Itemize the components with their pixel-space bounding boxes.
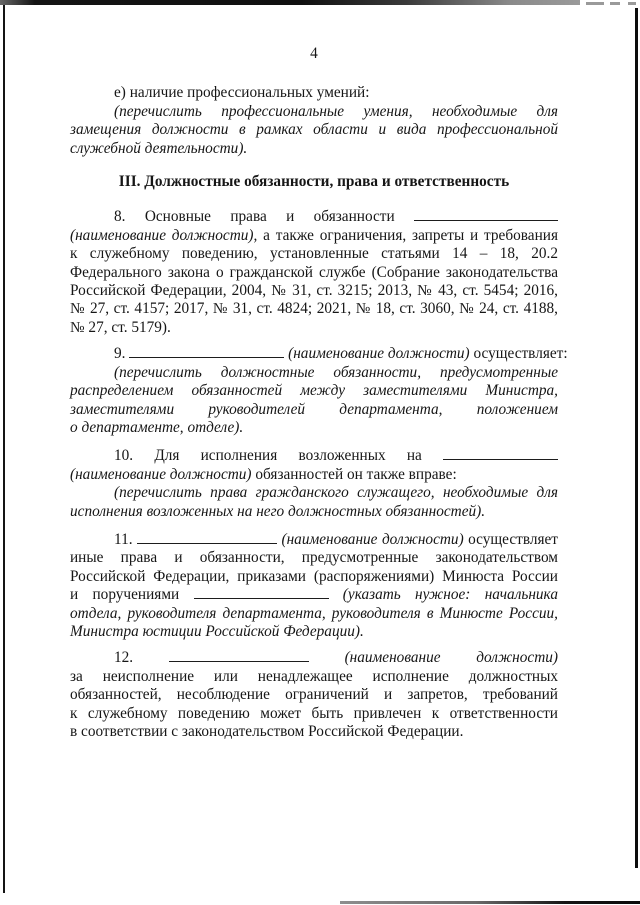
blank-underline-field <box>194 598 329 599</box>
text-line <box>70 227 558 245</box>
text-line <box>70 140 558 158</box>
text-run: отдела, руководителя департамента, руководителя в Минюсте России, <box>70 604 558 622</box>
text-line <box>70 173 558 191</box>
text-run: (перечислить должностные обязанности, предусмотренные <box>114 363 558 381</box>
text-run: за неисполнение или ненадлежащее исполнение должностных <box>70 667 558 685</box>
text-run: (наименование должности) <box>284 345 470 363</box>
text-run: (указать нужное: начальника <box>328 586 558 604</box>
paragraph-e-professional-skills <box>70 84 558 158</box>
text-line <box>70 208 558 226</box>
text-run: служебной деятельности). <box>70 139 248 157</box>
text-run: 11. <box>114 530 138 548</box>
text-run: № 27, ст. 5179). <box>70 318 171 336</box>
text-run: 8. Основные права и обязанности <box>114 208 414 226</box>
text-line <box>70 447 558 465</box>
text-run: 10. Для исполнения возложенных на <box>114 447 443 465</box>
text-line <box>70 549 558 567</box>
text-line <box>70 84 558 102</box>
text-line <box>70 605 558 623</box>
text-run: к служебному поведению может быть привлечен к ответственности <box>70 704 558 722</box>
text-run: распределением обязанностей между заместителями Министра, <box>70 382 558 400</box>
text-run: иные права и обязанности, предусмотренные законодательством <box>70 549 558 567</box>
text-run: (наименование <box>308 649 441 667</box>
paragraph-9-carries-out <box>70 345 568 437</box>
text-line <box>70 245 558 263</box>
text-run: 4 <box>310 45 318 62</box>
text-run: Российской Федерации, 2004, № 31, ст. 3215; 2013, № 43, ст. 5454; 2016, <box>70 282 558 300</box>
text-line <box>70 623 558 641</box>
paragraph-10-also-entitled <box>70 447 558 521</box>
text-run: о департаменте, отделе). <box>70 418 244 436</box>
section-heading-iii <box>70 173 558 191</box>
text-line <box>70 586 558 604</box>
text-run: (наименование должности) <box>70 465 252 483</box>
text-run: № 27, ст. 4157; 2017, № 31, ст. 4824; 2021, № 18, ст. 3060, № 24, ст. 4188, <box>70 300 558 318</box>
blank-underline-field <box>129 357 284 358</box>
text-run: Федерального закона о гражданской службе (Собрание законодательства <box>70 263 558 281</box>
paragraph-12-responsibility <box>70 649 558 741</box>
text-run: Российской Федерации, приказами (распоряжениями) Минюста России <box>70 567 558 585</box>
text-run: обязанностей он также вправе: <box>251 465 457 483</box>
text-line <box>70 686 558 704</box>
text-run: к служебному поведению, установленные статьями 14 – 18, 20.2 <box>70 245 558 263</box>
text-line <box>70 121 558 139</box>
text-run: (наименование должности), <box>70 226 258 244</box>
text-run: должности) <box>440 649 558 667</box>
text-run: е) наличие профессиональных умений: <box>114 84 370 102</box>
text-line <box>70 401 558 419</box>
blank-underline-field <box>169 661 309 662</box>
text-run: исполнения возложенных на него должностных обязанностей). <box>70 502 486 520</box>
text-run: и поручениями <box>70 586 194 604</box>
text-run: (наименование должности) <box>277 530 464 548</box>
text-line <box>70 364 558 382</box>
paragraph-11-other-rights <box>70 531 558 641</box>
text-run: в соответствии с законодательством Российской Федерации. <box>70 723 464 740</box>
text-line <box>70 264 558 282</box>
text-line <box>70 649 558 667</box>
text-line <box>70 345 568 363</box>
text-run: а также ограничения, запреты и требования <box>257 226 558 244</box>
text-run: осуществляет: <box>469 345 568 363</box>
blank-underline-field <box>443 459 558 460</box>
text-line <box>70 484 558 502</box>
text-line <box>70 466 558 484</box>
text-line <box>70 419 558 437</box>
blank-underline-field <box>137 543 277 544</box>
text-line <box>70 723 558 741</box>
text-line <box>70 531 558 549</box>
text-run: Министра юстиции Российской Федерации). <box>70 622 364 640</box>
text-line <box>70 319 558 337</box>
text-line <box>70 382 558 400</box>
text-run: заместителями руководителей департамента, положением <box>70 400 558 418</box>
text-run: обязанностей, несоблюдение ограничений и запретов, требований <box>70 686 558 704</box>
blank-underline-field <box>414 220 558 221</box>
text-line <box>70 103 558 121</box>
paragraph-8-rights-and-duties <box>70 208 558 337</box>
text-run: замещения должности в рамках области и вида профессиональной <box>70 121 558 139</box>
text-run: 12. <box>114 649 169 667</box>
text-line <box>70 705 558 723</box>
text-line <box>70 668 558 686</box>
text-run: осуществляет <box>463 530 558 548</box>
page-number <box>70 45 558 63</box>
text-run: (перечислить права гражданского служащего, необходимые для <box>114 484 558 502</box>
text-line <box>70 282 558 300</box>
text-run: III. Должностные обязанности, права и ответственность <box>118 173 510 191</box>
text-line <box>70 300 558 318</box>
text-line <box>70 568 558 586</box>
text-run: (перечислить профессиональные умения, необходимые для <box>114 102 558 120</box>
text-line <box>70 45 558 63</box>
text-line <box>70 503 558 521</box>
text-run: 9. <box>114 345 130 363</box>
